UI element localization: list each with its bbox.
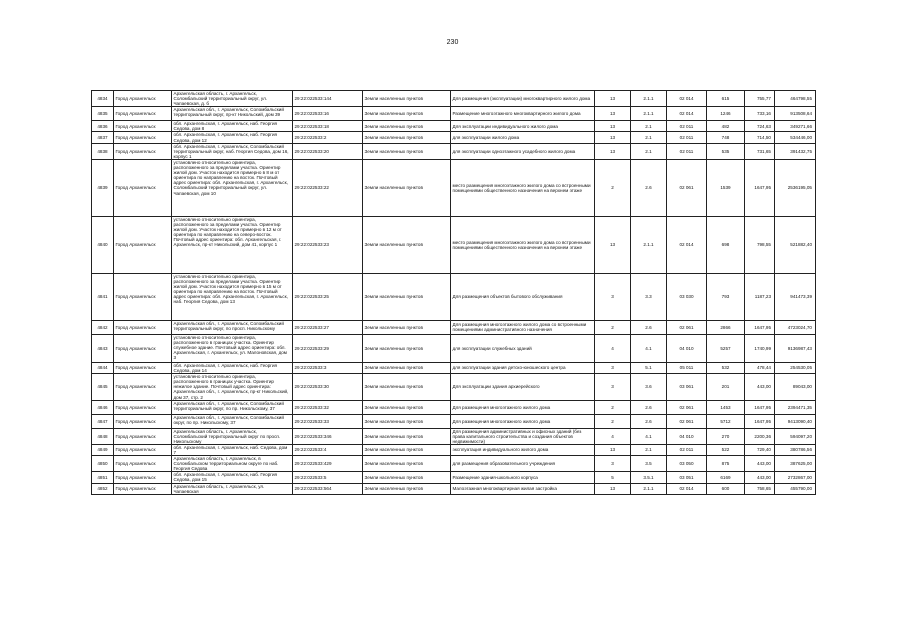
- table-row: [92, 132, 816, 143]
- land-category-cell: Земли населенных пунктов: [363, 483, 451, 494]
- specific-value-cell: 729,40: [745, 444, 775, 455]
- city-cell: Город Архангельск: [114, 362, 172, 373]
- city-cell: Город Архангельск: [114, 374, 172, 400]
- table-row: [92, 334, 816, 362]
- cadastral-number-cell: 29:22:022533:429: [293, 456, 363, 472]
- cadastral-value-cell: 254530,05: [775, 362, 816, 373]
- group-code-cell: 3: [595, 374, 631, 400]
- row-number: 4846: [92, 400, 114, 414]
- permitted-use-cell: Для размещения административных и офисных зданий (без права капитального строительства и создания объектов недвижимости): [451, 428, 595, 444]
- table-row: [92, 444, 816, 455]
- address-cell: обл. Архангельская, г. Архангельск, наб. Георгия Седова, дом 12: [172, 132, 293, 143]
- table-row: [92, 374, 816, 400]
- cadastral-value-cell: 941473,39: [775, 273, 816, 320]
- land-category-cell: Земли населенных пунктов: [363, 273, 451, 320]
- land-category-cell: Земли населенных пунктов: [363, 107, 451, 121]
- cadastral-value-cell: 89043,00: [775, 374, 816, 400]
- specific-value-cell: 1187,23: [745, 273, 775, 320]
- row-number: 4839: [92, 159, 114, 216]
- permitted-use-cell: Для размещения многоэтажного жилого дома: [451, 414, 595, 428]
- row-number: 4836: [92, 121, 114, 132]
- land-category-cell: Земли населенных пунктов: [363, 444, 451, 455]
- segment-code-cell: 02 011: [667, 143, 707, 159]
- permitted-use-cell: для эксплуатации жилого дома: [451, 132, 595, 143]
- row-number: 4847: [92, 414, 114, 428]
- specific-value-cell: 798,55: [745, 216, 775, 273]
- table-row: [92, 107, 816, 121]
- land-category-cell: Земли населенных пунктов: [363, 472, 451, 483]
- use-code-cell: 2.1: [631, 444, 667, 455]
- permitted-use-cell: место размещения многоэтажного жилого дома со встроенными помещениями общественного назначения на верхнем этаже: [451, 216, 595, 273]
- address-cell: установлено относительно ориентира, расположенного за пределами участка. Ориентир жилой дом. Участок находится примерно в 8 м от ориентира по направлению на восток. Почтовый адрес ориентира: обл. Архангельская, г. Архангельск, Соломбальский территориальный округ, ул. Чапаевская, дом 10: [172, 159, 293, 216]
- use-code-cell: 3.5.1: [631, 472, 667, 483]
- table-row: [92, 428, 816, 444]
- permitted-use-cell: Для эксплуатации индивидуального жилого дома: [451, 121, 595, 132]
- permitted-use-cell: Для размещения объектов бытового обслуживания: [451, 273, 595, 320]
- segment-code-cell: 02 011: [667, 121, 707, 132]
- area-cell: 482: [707, 121, 745, 132]
- permitted-use-cell: место размещения многоэтажного жилого дома со встроенными помещениями общественного назначения на верхнем этаже: [451, 159, 595, 216]
- cadastral-value-cell: 391432,75: [775, 143, 816, 159]
- segment-code-cell: 03 050: [667, 456, 707, 472]
- row-number: 4837: [92, 132, 114, 143]
- group-code-cell: 3: [595, 273, 631, 320]
- segment-code-cell: 02 061: [667, 414, 707, 428]
- cadastral-value-cell: 380786,56: [775, 444, 816, 455]
- permitted-use-cell: для эксплуатации здания детско-юношеского центра: [451, 362, 595, 373]
- cadastral-number-cell: 29:22:022533:33: [293, 414, 363, 428]
- address-cell: Архангельская область, г. Архангельск, Соломбальский территориальный округ, ул. Чапаевская, д. б: [172, 91, 293, 107]
- segment-code-cell: 04 010: [667, 428, 707, 444]
- row-number: 4841: [92, 273, 114, 320]
- cadastral-value-cell: 2536195,05: [775, 159, 816, 216]
- cadastral-value-cell: 349271,66: [775, 121, 816, 132]
- city-cell: Город Архангельск: [114, 456, 172, 472]
- city-cell: Город Архангельск: [114, 320, 172, 334]
- area-cell: 535: [707, 143, 745, 159]
- land-category-cell: Земли населенных пунктов: [363, 400, 451, 414]
- use-code-cell: 4.1: [631, 428, 667, 444]
- specific-value-cell: 714,50: [745, 132, 775, 143]
- use-code-cell: 5.1: [631, 362, 667, 373]
- permitted-use-cell: Размещение здания-школьного корпуса: [451, 472, 595, 483]
- table-row: [92, 216, 816, 273]
- cadastral-number-cell: 29:22:022533:16: [293, 107, 363, 121]
- area-cell: 793: [707, 273, 745, 320]
- row-number: 4840: [92, 216, 114, 273]
- table-row: [92, 456, 816, 472]
- row-number: 4843: [92, 334, 114, 362]
- land-category-cell: Земли населенных пунктов: [363, 334, 451, 362]
- area-cell: 748: [707, 132, 745, 143]
- cadastral-value-cell: 521882,40: [775, 216, 816, 273]
- permitted-use-cell: для эксплуатации служебных зданий: [451, 334, 595, 362]
- address-cell: установлено относительно ориентира, расположенного за пределами участка. Ориентир жилой дом. Участок находится примерно в 12 м от ориентира по направлению на северо-восток. Почтовый адрес ориентира: обл. Архангельская, г. Архангельск, пр-кт Никольский, дом 41, корпус 1: [172, 216, 293, 273]
- area-cell: 522: [707, 444, 745, 455]
- address-cell: обл. Архангельская, г. Архангельск, наб. Седова, дом 7: [172, 444, 293, 455]
- area-cell: 6169: [707, 472, 745, 483]
- group-code-cell: 3: [595, 362, 631, 373]
- city-cell: Город Архангельск: [114, 414, 172, 428]
- specific-value-cell: 724,63: [745, 121, 775, 132]
- area-cell: 1246: [707, 107, 745, 121]
- segment-code-cell: 03 051: [667, 472, 707, 483]
- address-cell: Архангельская обл., г. Архангельск, Соломбальский территориальный округ, по пр. Никольскому, 37: [172, 400, 293, 414]
- cadastral-value-cell: 2394471,35: [775, 400, 816, 414]
- cadastral-value-cell: 9413090,40: [775, 414, 816, 428]
- group-code-cell: 2: [595, 320, 631, 334]
- segment-code-cell: 02 061: [667, 159, 707, 216]
- use-code-cell: 2.6: [631, 414, 667, 428]
- use-code-cell: 2.1: [631, 132, 667, 143]
- segment-code-cell: 03 030: [667, 273, 707, 320]
- area-cell: 875: [707, 456, 745, 472]
- specific-value-cell: 1647,95: [745, 414, 775, 428]
- specific-value-cell: 443,00: [745, 456, 775, 472]
- specific-value-cell: 1647,95: [745, 159, 775, 216]
- permitted-use-cell: Размещение многоэтажного многоквартирного жилого дома: [451, 107, 595, 121]
- table-row: [92, 273, 816, 320]
- city-cell: Город Архангельск: [114, 400, 172, 414]
- specific-value-cell: 443,00: [745, 374, 775, 400]
- land-category-cell: Земли населенных пунктов: [363, 132, 451, 143]
- permitted-use-cell: Для эксплуатации здания архиерейского: [451, 374, 595, 400]
- land-category-cell: Земли населенных пунктов: [363, 159, 451, 216]
- specific-value-cell: 731,65: [745, 143, 775, 159]
- specific-value-cell: 733,16: [745, 107, 775, 121]
- cadastral-number-cell: 29:22:022533:23: [293, 216, 363, 273]
- land-category-cell: Земли населенных пунктов: [363, 428, 451, 444]
- address-cell: обл. Архангельская, г. Архангельск, Соломбальский территориальный округ, наб. Георгия Седова, дом 16, корпус 1: [172, 143, 293, 159]
- table-row: [92, 91, 816, 107]
- table-row: [92, 400, 816, 414]
- use-code-cell: 2.1.1: [631, 107, 667, 121]
- permitted-use-cell: Для размещения многоэтажного жилого дома со встроенными помещениями административного назначения: [451, 320, 595, 334]
- land-category-cell: Земли населенных пунктов: [363, 374, 451, 400]
- group-code-cell: 4: [595, 334, 631, 362]
- page-number: 230: [446, 39, 459, 46]
- cadastral-number-cell: 29:22:022533:29: [293, 334, 363, 362]
- group-code-cell: 3: [595, 456, 631, 472]
- row-number: 4844: [92, 362, 114, 373]
- use-code-cell: 2.1: [631, 121, 667, 132]
- land-category-cell: Земли населенных пунктов: [363, 362, 451, 373]
- address-cell: обл. Архангельская, г. Архангельск, наб. Георгия Седова, дом 14: [172, 362, 293, 373]
- area-cell: 5257: [707, 334, 745, 362]
- cadastral-number-cell: 29:22:022533:2: [293, 132, 363, 143]
- specific-value-cell: 478,44: [745, 362, 775, 373]
- table-row: [92, 159, 816, 216]
- address-cell: обл. Архангельская, г. Архангельск, наб. Георгия Седова, дом 15: [172, 472, 293, 483]
- specific-value-cell: 755,77: [745, 91, 775, 107]
- cadastral-value-cell: 913508,64: [775, 107, 816, 121]
- area-cell: 600: [707, 483, 745, 494]
- city-cell: Город Архангельск: [114, 91, 172, 107]
- permitted-use-cell: для размещения образовательного учреждения: [451, 456, 595, 472]
- city-cell: Город Архангельск: [114, 143, 172, 159]
- land-category-cell: Земли населенных пунктов: [363, 456, 451, 472]
- city-cell: Город Архангельск: [114, 444, 172, 455]
- row-number: 4852: [92, 483, 114, 494]
- row-number: 4845: [92, 374, 114, 400]
- address-cell: установлено относительно ориентира, расположенного в границах участка. Ориентир служебное здание. Почтовый адрес ориентира: обл. Архангельская, г. Архангельск, ул. Малоновская, дом 3: [172, 334, 293, 362]
- address-cell: Архангельская обл., г. Архангельск, Соломбальский территориальный округ, по просп. Никольскому: [172, 320, 293, 334]
- segment-code-cell: 04 010: [667, 334, 707, 362]
- address-cell: Архангельская область, г. Архангельск, в Соломбальском территориальном округе по наб. Георгия Седова: [172, 456, 293, 472]
- row-number: 4849: [92, 444, 114, 455]
- area-cell: 201: [707, 374, 745, 400]
- cadastral-value-cell: 9136987,43: [775, 334, 816, 362]
- cadastral-value-cell: 455790,00: [775, 483, 816, 494]
- group-code-cell: 4: [595, 428, 631, 444]
- cadastral-number-cell: 29:22:022533:346: [293, 428, 363, 444]
- cadastral-number-cell: 29:22:022533:144: [293, 91, 363, 107]
- area-cell: 698: [707, 216, 745, 273]
- table-row: [92, 472, 816, 483]
- use-code-cell: 4.1: [631, 334, 667, 362]
- cadastral-number-cell: 29:22:022533:30: [293, 374, 363, 400]
- group-code-cell: 2: [595, 159, 631, 216]
- specific-value-cell: 1740,99: [745, 334, 775, 362]
- specific-value-cell: 1647,95: [745, 320, 775, 334]
- address-cell: Архангельская область, г. Архангельск, Соломбальский территориальный округ по просп. Никольскому: [172, 428, 293, 444]
- group-code-cell: 13: [595, 132, 631, 143]
- city-cell: Город Архангельск: [114, 216, 172, 273]
- group-code-cell: 2: [595, 400, 631, 414]
- land-plots-table: [91, 90, 816, 495]
- table-row: [92, 362, 816, 373]
- group-code-cell: 13: [595, 483, 631, 494]
- city-cell: Город Архангельск: [114, 428, 172, 444]
- cadastral-value-cell: 464798,55: [775, 91, 816, 107]
- specific-value-cell: 758,65: [745, 483, 775, 494]
- address-cell: Архангельская обл., г. Архангельск, Соломбальский территориальный округ, пр-кт Никольский, дом 39: [172, 107, 293, 121]
- group-code-cell: 13: [595, 216, 631, 273]
- cadastral-number-cell: 29:22:022533:4: [293, 444, 363, 455]
- specific-value-cell: 2200,36: [745, 428, 775, 444]
- use-code-cell: 3.3: [631, 273, 667, 320]
- area-cell: 532: [707, 362, 745, 373]
- cadastral-value-cell: 4723024,70: [775, 320, 816, 334]
- cadastral-number-cell: 29:22:022533:3: [293, 362, 363, 373]
- row-number: 4851: [92, 472, 114, 483]
- group-code-cell: 2: [595, 414, 631, 428]
- use-code-cell: 3.6: [631, 374, 667, 400]
- cadastral-number-cell: 29:22:022533:32: [293, 400, 363, 414]
- cadastral-number-cell: 29:22:022533:20: [293, 143, 363, 159]
- row-number: 4842: [92, 320, 114, 334]
- segment-code-cell: 02 011: [667, 132, 707, 143]
- use-code-cell: 2.1.1: [631, 483, 667, 494]
- group-code-cell: 13: [595, 107, 631, 121]
- land-category-cell: Земли населенных пунктов: [363, 216, 451, 273]
- group-code-cell: 13: [595, 121, 631, 132]
- group-code-cell: 5: [595, 472, 631, 483]
- area-cell: 2866: [707, 320, 745, 334]
- address-cell: установлено относительно ориентира, расположенного за пределами участка. Ориентир жилой дом. Участок находится примерно в 15 м от ориентира по направлению на восток. Почтовый адрес ориентира: обл. Архангельская, г. Архангельск, наб. Георгия Седова, дом 13: [172, 273, 293, 320]
- table-row: [92, 414, 816, 428]
- use-code-cell: 2.6: [631, 400, 667, 414]
- table-row: [92, 121, 816, 132]
- cadastral-value-cell: 2732867,00: [775, 472, 816, 483]
- land-category-cell: Земли населенных пунктов: [363, 414, 451, 428]
- address-cell: Архангельская обл., г. Архангельск, Соломбальский округ, по пр. Никольскому, 37: [172, 414, 293, 428]
- land-category-cell: Земли населенных пунктов: [363, 143, 451, 159]
- group-code-cell: 13: [595, 444, 631, 455]
- address-cell: Архангельская область, г. Архангельск, ул. Чапаевская: [172, 483, 293, 494]
- segment-code-cell: 05 011: [667, 362, 707, 373]
- segment-code-cell: 03 061: [667, 374, 707, 400]
- city-cell: Город Архангельск: [114, 121, 172, 132]
- use-code-cell: 2.6: [631, 159, 667, 216]
- permitted-use-cell: Для размещения (эксплуатации) многоквартирного жилого дома: [451, 91, 595, 107]
- cadastral-number-cell: 29:22:022533:27: [293, 320, 363, 334]
- permitted-use-cell: Для размещения многоэтажного жилого дома: [451, 400, 595, 414]
- group-code-cell: 13: [595, 91, 631, 107]
- segment-code-cell: 02 061: [667, 320, 707, 334]
- city-cell: Город Архангельск: [114, 159, 172, 216]
- specific-value-cell: 443,00: [745, 472, 775, 483]
- permitted-use-cell: для эксплуатации одноэтажного усадебного жилого дома: [451, 143, 595, 159]
- city-cell: Город Архангельск: [114, 483, 172, 494]
- use-code-cell: 3.5: [631, 456, 667, 472]
- use-code-cell: 2.1.1: [631, 216, 667, 273]
- use-code-cell: 2.6: [631, 320, 667, 334]
- table-row: [92, 320, 816, 334]
- cadastral-number-cell: 29:22:022533:5: [293, 472, 363, 483]
- city-cell: Город Архангельск: [114, 334, 172, 362]
- segment-code-cell: 02 014: [667, 216, 707, 273]
- cadastral-value-cell: 594097,20: [775, 428, 816, 444]
- area-cell: 5712: [707, 414, 745, 428]
- row-number: 4834: [92, 91, 114, 107]
- area-cell: 1453: [707, 400, 745, 414]
- segment-code-cell: 02 014: [667, 107, 707, 121]
- area-cell: 270: [707, 428, 745, 444]
- cadastral-number-cell: 29:22:022533:564: [293, 483, 363, 494]
- area-cell: 1539: [707, 159, 745, 216]
- table-row: [92, 143, 816, 159]
- table-row: [92, 483, 816, 494]
- city-cell: Город Архангельск: [114, 273, 172, 320]
- area-cell: 615: [707, 91, 745, 107]
- group-code-cell: 13: [595, 143, 631, 159]
- row-number: 4848: [92, 428, 114, 444]
- city-cell: Город Архангельск: [114, 107, 172, 121]
- land-category-cell: Земли населенных пунктов: [363, 91, 451, 107]
- use-code-cell: 2.1.1: [631, 91, 667, 107]
- cadastral-number-cell: 29:22:022533:22: [293, 159, 363, 216]
- table-body: [92, 91, 816, 495]
- address-cell: установлено относительно ориентира, расположенного в границах участка. Ориентир нежилое здание. Почтовый адрес ориентира: Архангельская обл., г. Архангельск, пр-кт Никольский, дом 37, стр. 2: [172, 374, 293, 400]
- cadastral-value-cell: 387625,00: [775, 456, 816, 472]
- land-category-cell: Земли населенных пунктов: [363, 320, 451, 334]
- specific-value-cell: 1647,95: [745, 400, 775, 414]
- row-number: 4850: [92, 456, 114, 472]
- cadastral-number-cell: 29:22:022533:18: [293, 121, 363, 132]
- cadastral-value-cell: 534446,00: [775, 132, 816, 143]
- land-category-cell: Земли населенных пунктов: [363, 121, 451, 132]
- segment-code-cell: 02 014: [667, 91, 707, 107]
- segment-code-cell: 02 011: [667, 444, 707, 455]
- permitted-use-cell: Малоэтажная многоквартирная жилая застройка: [451, 483, 595, 494]
- row-number: 4838: [92, 143, 114, 159]
- use-code-cell: 2.1: [631, 143, 667, 159]
- segment-code-cell: 02 014: [667, 483, 707, 494]
- city-cell: Город Архангельск: [114, 132, 172, 143]
- permitted-use-cell: эксплуатация индивидуального жилого дома: [451, 444, 595, 455]
- segment-code-cell: 02 061: [667, 400, 707, 414]
- row-number: 4835: [92, 107, 114, 121]
- address-cell: обл. Архангельская, г. Архангельск, наб. Георгия Седова, дом 8: [172, 121, 293, 132]
- city-cell: Город Архангельск: [114, 472, 172, 483]
- cadastral-number-cell: 29:22:022533:25: [293, 273, 363, 320]
